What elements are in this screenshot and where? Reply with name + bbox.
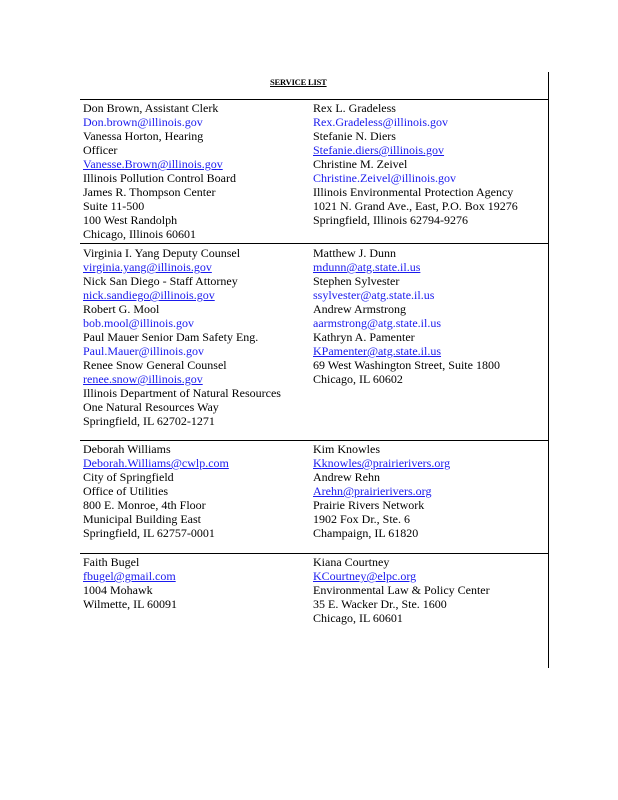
contact-line: Robert G. Mool [83,302,160,316]
contact-line: 1021 N. Grand Ave., East, P.O. Box 19276 [313,199,518,213]
email-link[interactable]: Rex.Gradeless@illinois.gov [313,115,449,129]
contact-line: Kim Knowles [313,442,380,456]
contact-line: Renee Snow General Counsel [83,358,227,372]
contact-line: City of Springfield [83,470,174,484]
contact-line: 1902 Fox Dr., Ste. 6 [313,512,411,526]
contact-line: Municipal Building East [83,512,201,526]
contact-line: Chicago, IL 60601 [313,611,403,625]
email-link[interactable]: Vanesse.Brown@illinois.gov [83,157,223,171]
email-link[interactable]: Don.brown@illinois.gov [83,115,203,129]
email-link[interactable]: renee.snow@illinois.gov [83,372,203,386]
contact-line: Officer [83,143,118,157]
contact-line: 69 West Washington Street, Suite 1800 [313,358,500,372]
contact-line: Christine M. Zeivel [313,157,408,171]
contact-line: Wilmette, IL 60091 [83,597,178,611]
contact-line: Champaign, IL 61820 [313,526,419,540]
email-link[interactable]: KPamenter@atg.state.il.us [313,344,442,358]
service-list-title: SERVICE LIST [270,77,327,87]
contact-line: Suite 11-500 [83,199,145,213]
contact-block-left [83,555,311,611]
contact-line: Kathryn A. Pamenter [313,330,415,344]
contact-line: Stephen Sylvester [313,274,400,288]
contact-line: James R. Thompson Center [83,185,216,199]
contact-line: Springfield, Illinois 62794-9276 [313,213,468,227]
email-link[interactable]: Kknowles@prairierivers.org [313,456,451,470]
email-link[interactable]: fbugel@gmail.com [83,569,176,583]
contact-line: Stefanie N. Diers [313,129,396,143]
contact-block-right [313,246,541,386]
contact-line: 35 E. Wacker Dr., Ste. 1600 [313,597,447,611]
email-link[interactable]: bob.mool@illinois.gov [83,316,195,330]
contact-line: Deborah Williams [83,442,171,456]
contact-line: Rex L. Gradeless [313,101,396,115]
email-link[interactable]: ssylvester@atg.state.il.us [313,288,435,302]
contact-line: Andrew Armstrong [313,302,406,316]
email-link[interactable]: KCourtney@elpc.org [313,569,417,583]
contact-line: Nick San Diego - Staff Attorney [83,274,238,288]
email-link[interactable]: mdunn@atg.state.il.us [313,260,421,274]
email-link[interactable]: Arehn@prairierivers.org [313,484,432,498]
contact-line: Faith Bugel [83,555,140,569]
contact-block-right [313,555,541,625]
contact-line: Chicago, IL 60602 [313,372,403,386]
email-link[interactable]: Christine.Zeivel@illinois.gov [313,171,457,185]
contact-block-right [313,101,541,227]
email-link[interactable]: Paul.Mauer@illinois.gov [83,344,205,358]
contact-line: Prairie Rivers Network [313,498,425,512]
email-link[interactable]: Deborah.Williams@cwlp.com [83,456,229,470]
email-link[interactable]: virginia.yang@illinois.gov [83,260,212,274]
contact-line: Virginia I. Yang Deputy Counsel [83,246,241,260]
contact-line: Office of Utilities [83,484,169,498]
contact-line: Don Brown, Assistant Clerk [83,101,219,115]
contact-line: Chicago, Illinois 60601 [83,227,196,241]
contact-block-right [313,442,541,540]
table-right-border [548,72,549,668]
row-divider-top [80,99,548,100]
row-divider-1 [80,243,548,244]
contact-line: Illinois Environmental Protection Agency [313,185,514,199]
contact-line: Kiana Courtney [313,555,390,569]
contact-line: Paul Mauer Senior Dam Safety Eng. [83,330,259,344]
contact-line: Matthew J. Dunn [313,246,396,260]
contact-line: 800 E. Monroe, 4th Floor [83,498,206,512]
row-divider-2 [80,440,548,441]
contact-line: Andrew Rehn [313,470,380,484]
contact-line: Vanessa Horton, Hearing [83,129,204,143]
contact-line: Environmental Law & Policy Center [313,583,490,597]
email-link[interactable]: nick.sandiego@illinois.gov [83,288,215,302]
email-link[interactable]: aarmstrong@atg.state.il.us [313,316,442,330]
contact-line: One Natural Resources Way [83,400,219,414]
contact-line: Illinois Pollution Control Board [83,171,237,185]
contact-line: Springfield, IL 62757-0001 [83,526,215,540]
contact-line: Springfield, IL 62702-1271 [83,414,215,428]
row-divider-3 [80,553,548,554]
email-link[interactable]: Stefanie.diers@illinois.gov [313,143,445,157]
contact-line: 100 West Randolph [83,213,178,227]
contact-block-left [83,442,311,540]
contact-line: Illinois Department of Natural Resources [83,386,281,400]
contact-block-left [83,246,311,428]
contact-block-left [83,101,311,241]
contact-line: 1004 Mohawk [83,583,153,597]
